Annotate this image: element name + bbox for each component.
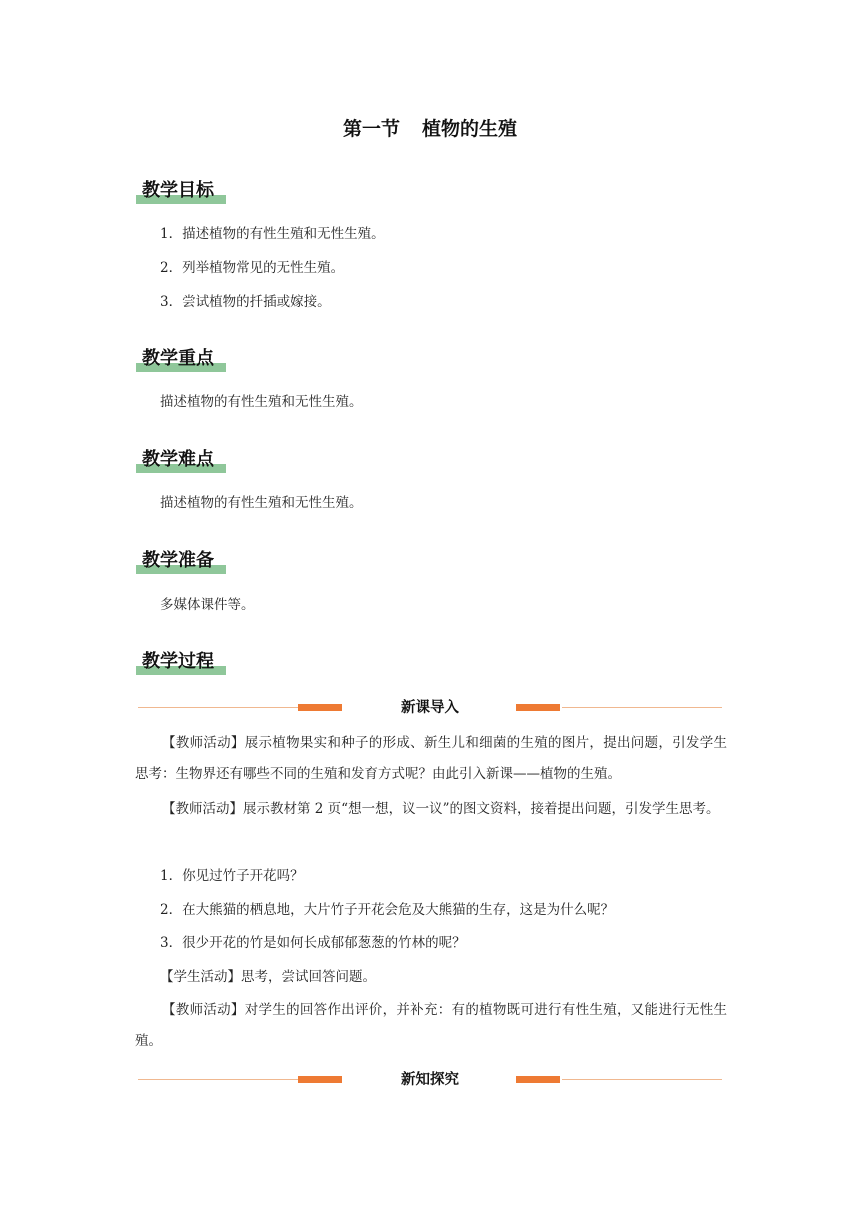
process-paragraph: 【教师活动】对学生的回答作出评价，并补充：有的植物既可进行有性生殖，又能进行无性生殖。	[135, 1002, 727, 1049]
objective-item: 3．尝试植物的扦插或嫁接。	[160, 294, 331, 310]
difficulties-text: 描述植物的有性生殖和无性生殖。	[160, 495, 363, 511]
divider-label: 新知探究	[401, 1072, 459, 1088]
heading-text: 教学目标	[142, 180, 214, 201]
subsection-divider-intro	[138, 696, 722, 720]
process-paragraph: 【学生活动】思考，尝试回答问题。	[160, 969, 376, 985]
heading-text: 教学难点	[142, 449, 214, 470]
heading-text: 教学准备	[142, 550, 214, 571]
divider-label: 新课导入	[401, 700, 459, 716]
heading-text: 教学过程	[142, 651, 214, 672]
objective-item: 1．描述植物的有性生殖和无性生殖。	[160, 226, 385, 242]
key-points-text: 描述植物的有性生殖和无性生殖。	[160, 394, 363, 410]
process-paragraph: 【教师活动】展示教材第 2 页“想一想，议一议”的图文资料，接着提出问题，引发学生思考。	[162, 801, 720, 817]
page-title	[0, 114, 860, 141]
title-text: 植物的生殖	[422, 118, 518, 140]
process-question: 3．很少开花的竹是如何长成郁郁葱葱的竹林的呢？	[160, 935, 466, 951]
process-paragraph: 【教师活动】展示植物果实和种子的形成、新生儿和细菌的生殖的图片，提出问题，引发学生思考：生物界还有哪些不同的生殖和发育方式呢？由此引入新课——植物的生殖。	[135, 735, 727, 782]
title-section-number: 第一节	[342, 118, 400, 140]
process-question: 2．在大熊猫的栖息地，大片竹子开花会危及大熊猫的生存，这是为什么呢？	[160, 902, 615, 918]
subsection-divider-explore	[138, 1068, 722, 1092]
preparation-text: 多媒体课件等。	[160, 597, 255, 613]
process-question: 1．你见过竹子开花吗？	[160, 868, 304, 884]
objective-item: 2．列举植物常见的无性生殖。	[160, 260, 345, 276]
heading-text: 教学重点	[142, 348, 214, 369]
